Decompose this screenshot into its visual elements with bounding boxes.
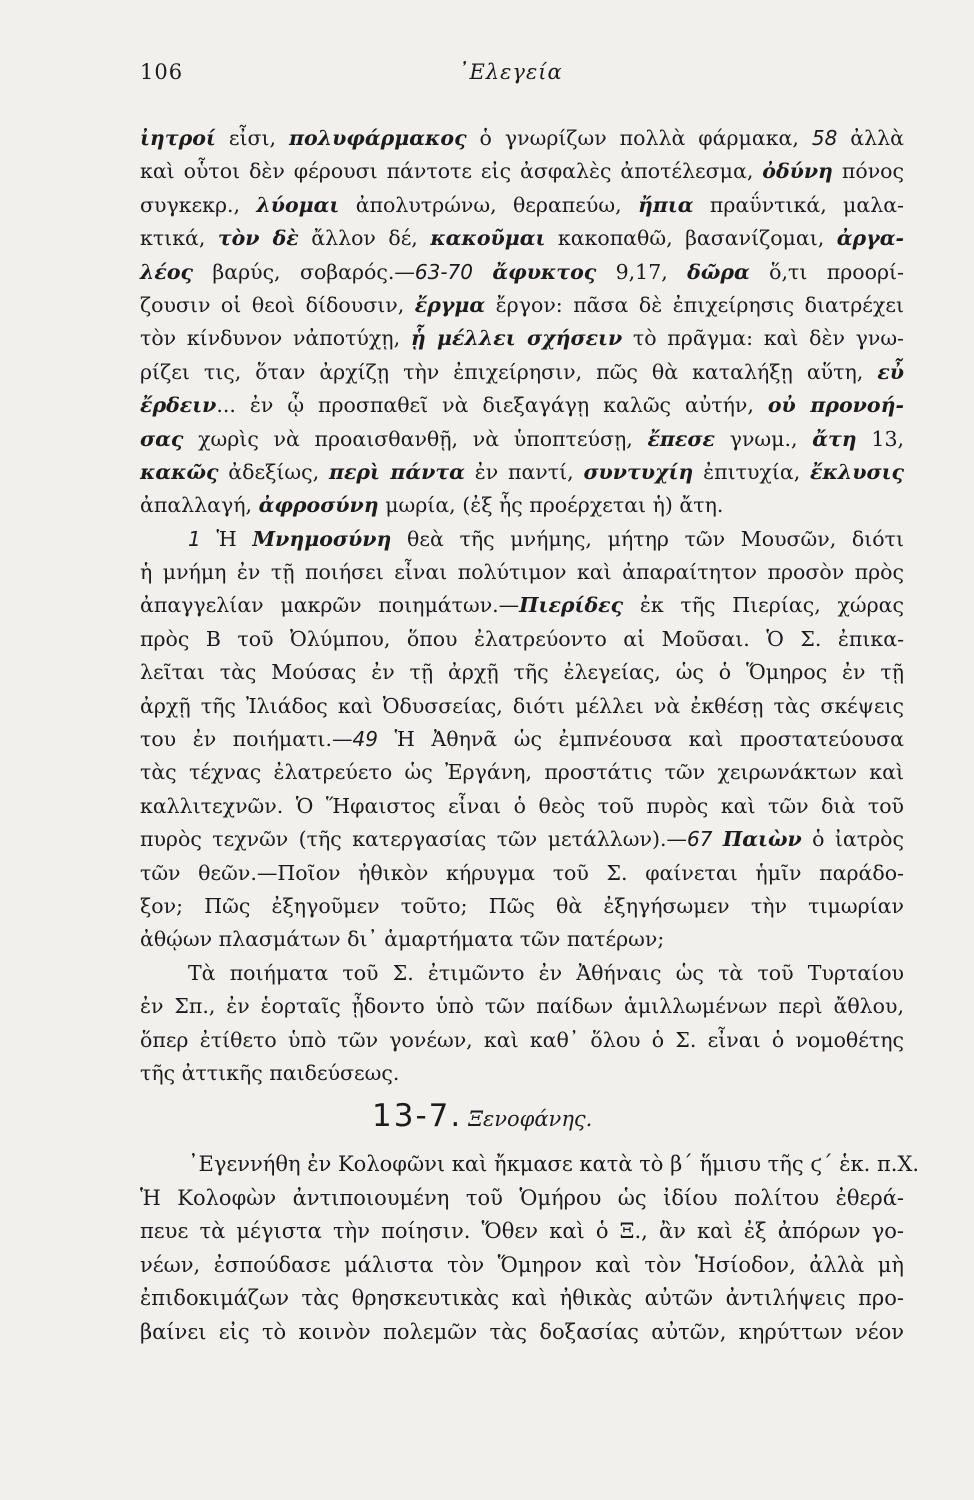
gloss: πόνος (832, 159, 904, 184)
gloss: καὶ οὗτοι δὲν φέρουσι πάντοτε εἰς ἀσφαλὲς ἀποτέλεσμα, (140, 159, 763, 184)
lemma: εὖ (877, 359, 904, 384)
text-line (140, 656, 904, 689)
gloss: γνωμ., (714, 426, 813, 451)
gloss: ἀπαγγελίαν μακρῶν ποιημάτων.— (140, 593, 520, 618)
gloss: 9,17, (596, 259, 688, 284)
text-line (140, 556, 904, 589)
gloss: τῶν θεῶν.—Ποῖον ἠθικὸν κήρυγμα τοῦ Σ. φαίνεται ἡμῖν παράδο- (140, 860, 904, 885)
gloss: τὸ πρᾶγμα: καὶ δὲν γνω- (622, 326, 904, 351)
gloss: τὸν κίνδυνον νἀποτύχῃ, (140, 326, 411, 351)
running-head (140, 60, 910, 90)
commentary-block (140, 122, 904, 1090)
gloss: ἐπιτυχία, (693, 459, 811, 484)
text-line (140, 756, 904, 789)
text-line (140, 356, 904, 389)
gloss: λεῖται τὰς Μούσας ἐν τῇ ἀρχῇ τῆς ἐλεγείας, ὡς ὁ Ὅμηρος ἐν τῇ (140, 660, 904, 685)
text-line (140, 790, 904, 823)
lemma: Πιερίδες (519, 593, 624, 618)
gloss: ὁ ἰατρὸς (801, 827, 904, 852)
text-line (140, 489, 904, 522)
lemma: συντυχίη (583, 459, 694, 484)
gloss: χωρὶς νὰ προαισθανθῇ, νὰ ὑποπτεύσῃ, (183, 426, 648, 451)
text-line (140, 189, 904, 222)
text-line (140, 990, 904, 1023)
verse-number: 58 (811, 126, 838, 150)
lemma: ἔπεσε (647, 426, 715, 451)
lemma: ἄτη (812, 426, 857, 451)
lemma: δῶρα (687, 259, 750, 284)
lemma: ἄφυκτος (492, 259, 597, 284)
lemma: κακοῦμαι (430, 226, 546, 251)
text-line (140, 155, 904, 188)
gloss: ἀδεξίως, (218, 459, 329, 484)
gloss: ξον; Πῶς ἐξηγοῦμεν τοῦτο; Πῶς θὰ ἐξηγήσωμεν τὴν τιμωρίαν (140, 893, 904, 918)
text-line (140, 423, 904, 456)
section-number: 13-7. (372, 1098, 463, 1134)
verse-number: 63-70 (414, 259, 473, 284)
text-line (140, 122, 904, 155)
text-line (140, 322, 904, 355)
text-line (140, 523, 904, 556)
gloss: πραΰντικά, μαλα- (693, 192, 904, 217)
gloss: κτικά, (140, 226, 218, 251)
page-number: 106 (140, 60, 184, 84)
text-line (140, 857, 904, 890)
gloss: ἀπολυτρώνω, θεραπεύω, (339, 192, 638, 217)
lemma: ἔργμα (414, 292, 486, 317)
text-line (140, 1024, 904, 1057)
gloss: του ἐν ποιήματι.— (140, 727, 353, 752)
verse-number: 1 (188, 526, 201, 551)
lemma: τὸν δὲ (217, 226, 299, 251)
gloss: ... ἐν ᾧ προσπαθεῖ νὰ διεξαγάγῃ καλῶς αὐτήν, (216, 393, 768, 418)
gloss: τὰς τέχνας ἐλατρεύετο ὡς Ἐργάνη, προστάτις τῶν χειρωνάκτων καὶ (140, 760, 904, 785)
lemma: ἀργα- (836, 226, 904, 251)
gloss: ὁ γνωρίζων πολλὰ φάρμακα, (466, 126, 812, 150)
gloss: ρίζει τις, ὅταν ἀρχίζῃ τὴν ἐπιχείρησιν, πῶς θὰ καταλήξῃ αὕτη, (140, 359, 878, 384)
gloss: ζουσιν οἱ θεοὶ δίδουσιν, (140, 292, 415, 317)
gloss: μωρία, (ἐξ ἧς προέρχεται ἡ) ἄτη. (378, 493, 724, 518)
section-title: Ξενοφάνης. (468, 1107, 593, 1131)
text-line (140, 923, 904, 956)
gloss: ἡ μνήμη ἐν τῇ ποιήσει εἶναι πολύτιμον καὶ ἀπαραίτητον προσὸν πρὸς (140, 560, 904, 585)
lemma: Μνημοσύνη (252, 526, 392, 551)
gloss: τῆς ἀττικῆς παιδεύσεως. (140, 1060, 400, 1085)
gloss (473, 260, 492, 284)
lemma: λέος (140, 259, 193, 284)
text-line (140, 957, 904, 990)
verse-number: 49 (352, 727, 378, 752)
lemma: ᾗ μέλλει σχήσειν (410, 326, 623, 351)
gloss: καλλιτεχνῶν. Ὁ Ἥφαιστος εἶναι ὁ θεὸς τοῦ πυρὸς καὶ τῶν διὰ τοῦ (140, 793, 904, 818)
lemma: σας (140, 426, 184, 451)
gloss: εἶσι, (215, 126, 290, 150)
gloss: ὅ,τι προορί- (749, 259, 904, 284)
lemma: ὀδύνη (762, 159, 833, 184)
text-line: Ἡ Κολοφὼν ἀντιποιουμένη τοῦ Ὁμήρου ὡς ἰδίου πολίτου ἐθερά- (140, 1185, 904, 1210)
text-line (140, 289, 904, 322)
gloss: ἀρχῇ τῆς Ἰλιάδος καὶ Ὀδυσσείας, διότι μέλλει νὰ ἐκθέσῃ τὰς σκέψεις (140, 693, 904, 718)
text-line: βαίνει εἰς τὸ κοινὸν πολεμῶν τὰς δοξασίας αὐτῶν, κηρύττων νέον (140, 1319, 904, 1344)
text-line (140, 389, 904, 422)
section-body (140, 1148, 920, 1350)
text-line (140, 623, 904, 656)
gloss: 13, (856, 426, 905, 451)
gloss: Ἡ Ἀθηνᾶ ὡς ἐμπνέουσα καὶ προστατεύουσα (377, 727, 904, 752)
text-line (140, 1057, 904, 1090)
gloss: ἀθῴων πλασμάτων δι᾿ ἁμαρτήματα τῶν πατέρων; (140, 927, 665, 952)
text-line (140, 690, 904, 723)
text-line (140, 589, 904, 622)
lemma: λύομαι (256, 192, 340, 217)
lemma: ἤπια (637, 192, 694, 217)
gloss: ἐκ τῆς Πιερίας, χώρας (623, 593, 904, 618)
gloss: ἔργον: πᾶσα δὲ ἐπιχείρησις διατρέχει (485, 292, 904, 317)
gloss: ἀπαλλαγή, (140, 493, 259, 518)
lemma: ἀφροσύνη (258, 493, 379, 518)
text-line (140, 723, 904, 756)
text-line (140, 890, 904, 923)
gloss: θεὰ τῆς μνήμης, μήτηρ τῶν Μουσῶν, διότι (391, 526, 904, 551)
lemma: Παιὼν (722, 827, 802, 852)
lemma: ἔκλυσις (810, 459, 904, 484)
gloss: ἀλλὰ (837, 126, 904, 150)
lemma: ἔρδειν (140, 393, 217, 418)
lemma: πολυφάρμακος (289, 126, 467, 150)
text-line (140, 823, 904, 856)
lemma: ἰητροί (140, 126, 216, 150)
lemma: οὐ προνοή- (767, 393, 904, 418)
gloss: κακοπαθῶ, βασανίζομαι, (545, 226, 837, 251)
lemma: περὶ πάντα (328, 459, 465, 484)
text-line (140, 256, 904, 289)
text-line: ᾿Εγεννήθη ἐν Κολοφῶνι καὶ ἤκμασε κατὰ τὸ β´ ἥμισυ τῆς ϛ´ ἑκ. π.Χ. (188, 1152, 920, 1176)
verse-number: 67 (687, 827, 713, 852)
gloss: ἐν Σπ., ἐν ἑορταῖς ᾖδοντο ὑπὸ τῶν παίδων ἁμιλλωμένων περὶ ἄθλου, (140, 994, 904, 1019)
gloss: Τὰ ποιήματα τοῦ Σ. ἐτιμῶντο ἐν Ἀθήναις ὡς τὰ τοῦ Τυρταίου (188, 960, 904, 985)
gloss: ἐν παντί, (464, 459, 584, 484)
text-line: νέων, ἐσπούδασε μάλιστα τὸν Ὅμηρον καὶ τὸν Ἡσίοδον, ἀλλὰ μὴ (140, 1252, 904, 1277)
section-heading (372, 1098, 592, 1138)
text-line (140, 222, 904, 255)
gloss: Ἡ (200, 526, 253, 551)
text-line (140, 456, 904, 489)
gloss: ὅπερ ἐτίθετο ὑπὸ τῶν γονέων, καὶ καθ᾿ ὅλου ὁ Σ. εἶναι ὁ νομοθέτης (140, 1027, 904, 1052)
gloss: βαρύς, σοβαρός.— (193, 259, 415, 284)
gloss: ἄλλον δέ, (298, 226, 431, 251)
gloss (712, 827, 722, 851)
gloss: πυρὸς τεχνῶν (τῆς κατεργασίας τῶν μετάλλων).— (140, 827, 687, 852)
text-line: ἐπιδοκιμάζων τὰς θρησκευτικὰς καὶ ἠθικὰς αὐτῶν ἀντιλήψεις προ- (140, 1286, 904, 1311)
gloss: πρὸς Β τοῦ Ὀλύμπου, ὅπου ἐλατρεύοντο αἱ Μοῦσαι. Ὁ Σ. ἐπικα- (140, 626, 904, 651)
text-line: πευε τὰ μέγιστα τὴν ποίησιν. Ὅθεν καὶ ὁ Ξ., ἂν καὶ ἐξ ἀπόρων γο- (140, 1219, 904, 1244)
running-title: ᾿Ελεγεία (458, 60, 563, 84)
lemma: κακῶς (140, 459, 219, 484)
gloss: συγκεκρ., (140, 192, 257, 217)
